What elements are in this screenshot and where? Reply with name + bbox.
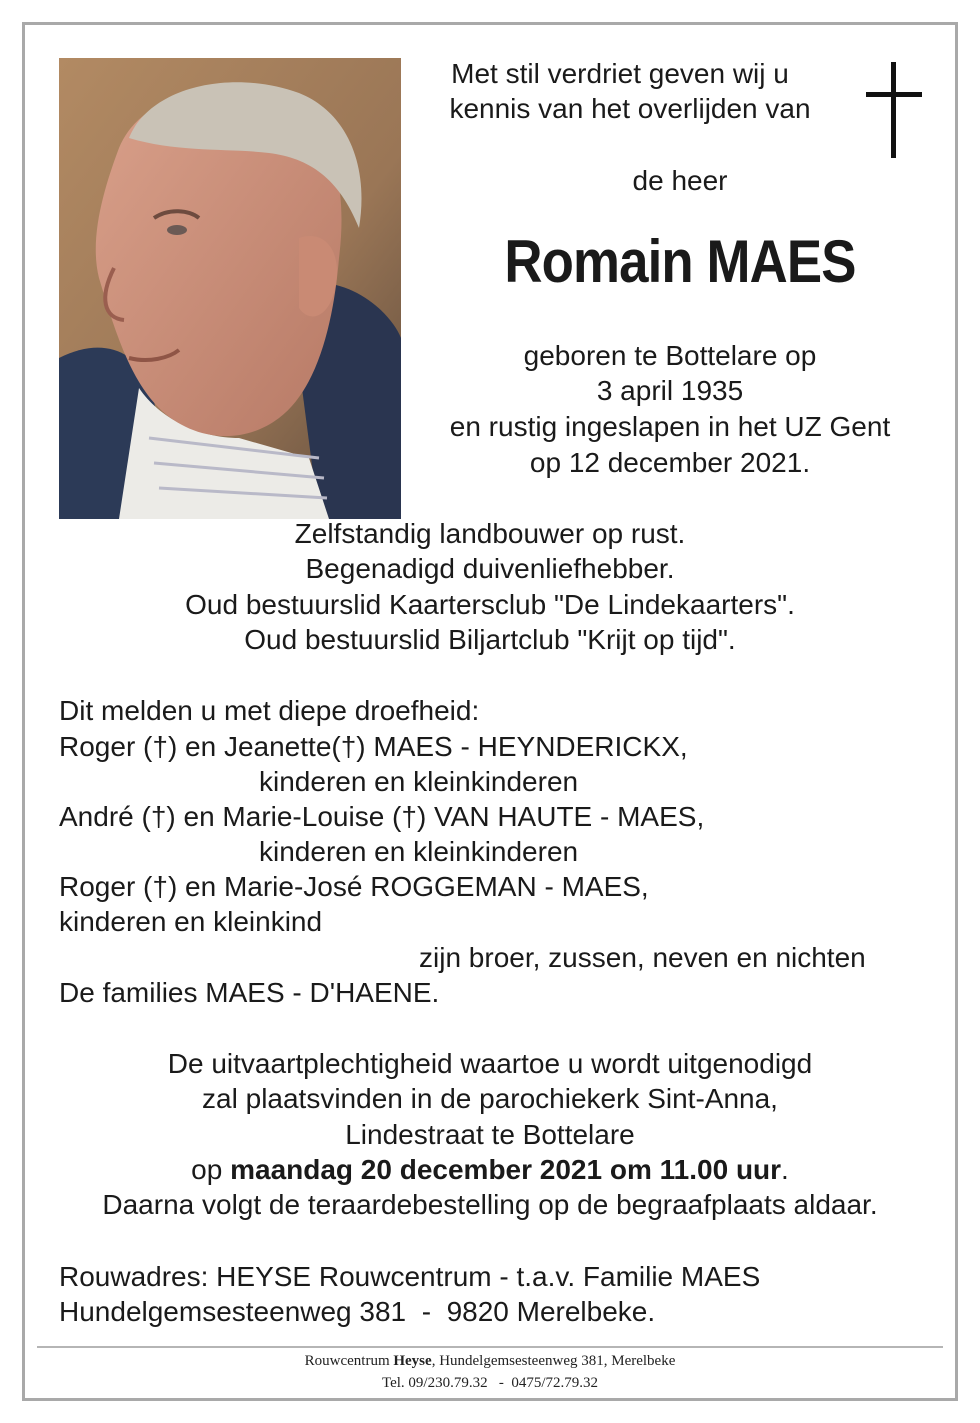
funeral-line-1: De uitvaartplechtigheid waartoe u wordt uitgenodigd xyxy=(167,1048,813,1079)
footer-divider xyxy=(37,1346,943,1348)
honorific: de heer xyxy=(632,165,728,196)
funeral-date-bold: maandag 20 december 2021 om 11.00 uur xyxy=(230,1154,782,1185)
role-line-3: Oud bestuurslid Kaartersclub "De Lindekaarters". xyxy=(185,589,795,620)
footer-prefix: Rouwcentrum xyxy=(304,1353,394,1369)
family-heading: Dit melden u met diepe droefheid: xyxy=(59,695,480,726)
funeral-after: Daarna volgt de teraardebestelling op de begraafplaats aldaar. xyxy=(102,1189,878,1220)
death-line: en rustig ingeslapen in het UZ Gent xyxy=(449,411,891,442)
birth-line-1: geboren te Bottelare op xyxy=(523,340,817,371)
intro-line-1: Met stil verdriet geven wij u xyxy=(451,58,789,89)
role-line-2: Begenadigd duivenliefhebber. xyxy=(305,553,675,584)
death-date: op 12 december 2021. xyxy=(529,447,811,478)
family-line: Roger (†) en Jeanette(†) MAES - HEYNDERICKX, xyxy=(59,731,688,762)
funeral-date-prefix: op xyxy=(191,1154,231,1185)
footer-brand: Heyse xyxy=(393,1353,432,1369)
intro-line-2: kennis van het overlijden van xyxy=(449,93,811,124)
funeral-date xyxy=(37,1152,943,1187)
portrait-photo xyxy=(59,58,401,519)
funeral-date-suffix: . xyxy=(781,1154,789,1185)
footer-phone: Tel. 09/230.79.32 - 0475/72.79.32 xyxy=(381,1375,599,1391)
footer-line-1 xyxy=(37,1350,943,1372)
deceased-name: Romain MAES xyxy=(504,228,856,295)
family-line: Roger (†) en Marie-José ROGGEMAN - MAES, xyxy=(59,871,649,902)
cross-icon xyxy=(866,62,922,158)
funeral-line-3: Lindestraat te Bottelare xyxy=(345,1119,635,1150)
footer-rest: , Hundelgemsesteenweg 381, Merelbeke xyxy=(431,1353,676,1369)
family-line: kinderen en kleinkinderen xyxy=(259,766,579,797)
family-line: zijn broer, zussen, neven en nichten xyxy=(419,942,866,973)
address-line-2: Hundelgemsesteenweg 381 - 9820 Merelbeke. xyxy=(59,1296,656,1327)
family-line: André (†) en Marie-Louise (†) VAN HAUTE - MAES, xyxy=(59,801,705,832)
role-line-4: Oud bestuurslid Biljartclub "Krijt op tijd". xyxy=(244,624,736,655)
family-line: kinderen en kleinkinderen xyxy=(259,836,579,867)
role-line-1: Zelfstandig landbouwer op rust. xyxy=(294,518,686,549)
family-line: De families MAES - D'HAENE. xyxy=(59,977,440,1008)
address-line-1: Rouwadres: HEYSE Rouwcentrum - t.a.v. Familie MAES xyxy=(59,1261,761,1292)
family-line: kinderen en kleinkind xyxy=(59,906,323,937)
funeral-line-2: zal plaatsvinden in de parochiekerk Sint-Anna, xyxy=(202,1083,778,1114)
birth-date: 3 april 1935 xyxy=(596,375,744,406)
